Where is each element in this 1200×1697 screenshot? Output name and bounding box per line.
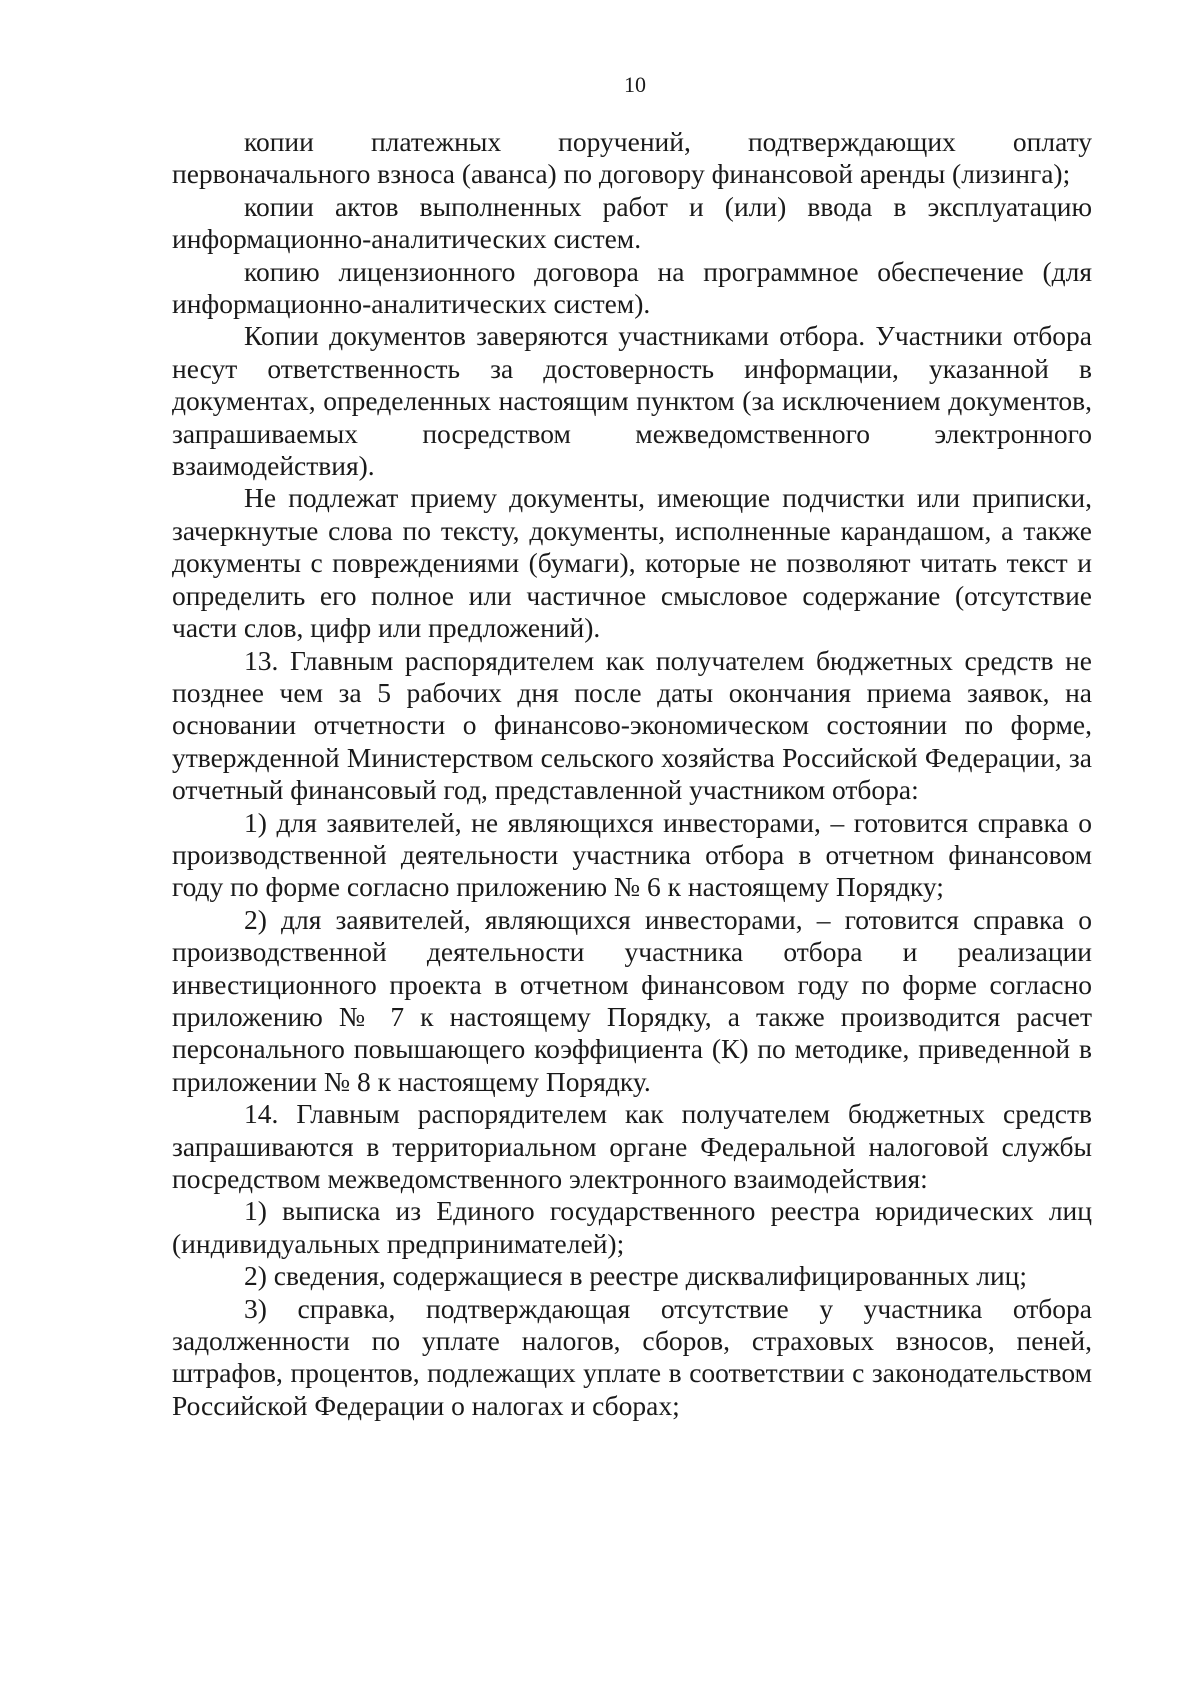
paragraph: Не подлежат приему документы, имеющие подчистки или приписки, зачеркнутые слова по тексту, документы, исполненные карандашом, а также документы с повреждениями (бумаги), которые не позволяют читать текст и определить его полное или частичное смысловое содержание (отсутствие части слов, цифр или предложений). <box>172 482 1092 644</box>
page-number: 10 <box>624 72 646 97</box>
paragraph: копии платежных поручений, подтверждающих оплату первоначального взноса (аванса) по договору финансовой аренды (лизинга); <box>172 126 1092 190</box>
paragraph: 2) сведения, содержащиеся в реестре дисквалифицированных лиц; <box>244 1260 1028 1292</box>
paragraph: копию лицензионного договора на программное обеспечение (для информационно-аналитических систем). <box>172 255 1092 320</box>
paragraph: 14. Главным распорядителем как получателем бюджетных средств запрашиваются в территориальном органе Федеральной налоговой службы посредством межведомственного электронного взаимодействия: <box>172 1098 1092 1194</box>
paragraph: Копии документов заверяются участниками отбора. Участники отбора несут ответственность за достоверность информации, указанной в документах, определенных настоящим пунктом (за исключением документов, запрашиваемых посредством межведомственного электронного взаимодействия). <box>172 320 1092 482</box>
paragraph: 13. Главным распорядителем как получателем бюджетных средств не позднее чем за 5 рабочих дня после даты окончания приема заявок, на основании отчетности о финансово-экономическом состоянии по форме, утвержденной Министерством сельского хозяйства Российской Федерации, за отчетный финансовый год, представленной участником отбора: <box>172 644 1092 806</box>
paragraph: копии актов выполненных работ и (или) ввода в эксплуатацию информационно-аналитических систем. <box>172 190 1092 255</box>
paragraph: 3) справка, подтверждающая отсутствие у участника отбора задолженности по уплате налогов, сборов, страховых взносов, пеней, штрафов, процентов, подлежащих уплате в соответствии с законодательством Российской Федерации о налогах и сборах; <box>172 1292 1092 1421</box>
paragraph: 2) для заявителей, являющихся инвесторами, – готовится справка о производственной деятельности участника отбора и реализации инвестиционного проекта в отчетном финансовом году по форме согласно приложению № 7 к настоящему Порядку, а также производится расчет персонального повышающего коэффициента (К) по методике, приведенной в приложении № 8 к настоящему Порядку. <box>172 903 1092 1097</box>
paragraph: 1) для заявителей, не являющихся инвесторами, – готовится справка о производственной деятельности участника отбора в отчетном финансовом году по форме согласно приложению № 6 к настоящему Порядку; <box>172 806 1092 903</box>
document-body <box>172 126 1092 1422</box>
paragraph: 1) выписка из Единого государственного реестра юридических лиц (индивидуальных предпринимателей); <box>172 1195 1092 1259</box>
